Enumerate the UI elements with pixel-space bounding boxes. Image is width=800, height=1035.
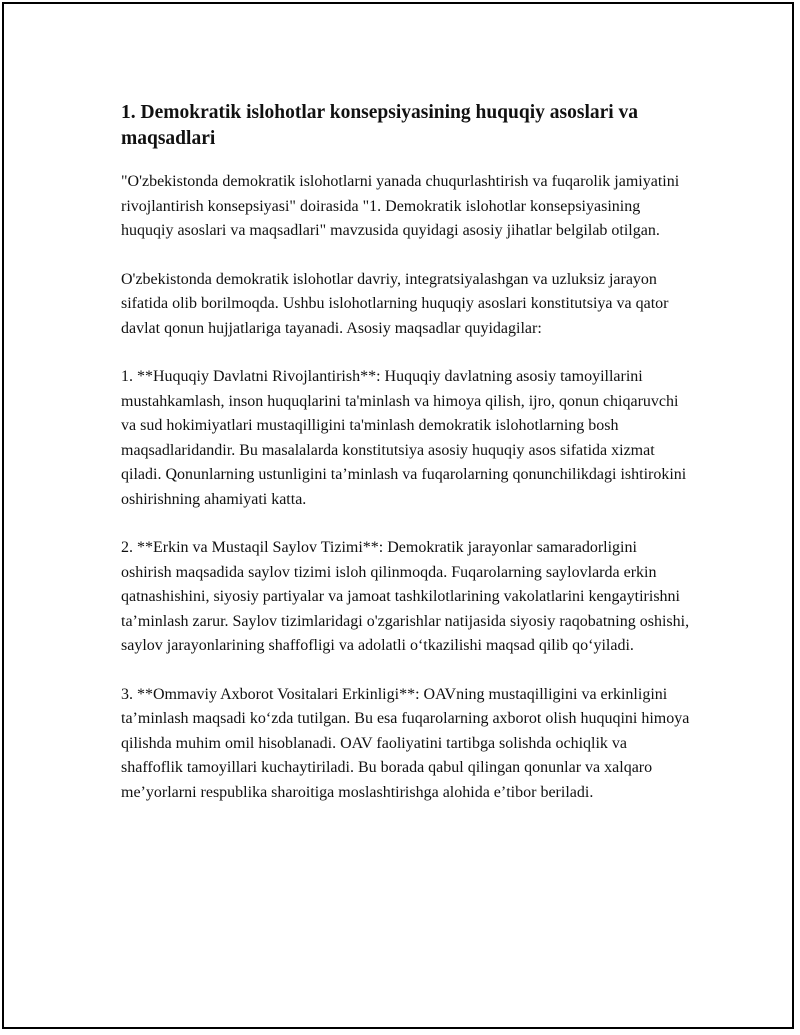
list-item-media-freedom: 3. **Ommaviy Axborot Vositalari Erkinligi**: OAVning mustaqilligini va erkinligini taʼminlash maqsadi koʻzda tutilgan. Bu esa fuqarolarning axborot olish huquqini himoya qilishda muhim omil hisoblanadi. OAV faoliyatini tartibga solishda ochiqlik va shaffoflik tamoyillari kuchaytiriladi. Bu borada qabul qilingan qonunlar va xalqaro meʼyorlarni respublika sharoitiga moslashtirishga alohida eʼtibor beriladi. [121, 685, 690, 801]
intro-paragraph: "O'zbekistonda demokratik islohotlarni yanada chuqurlashtirish va fuqarolik jamiyatini rivojlantirish konsepsiyasi" doirasida "1. Demokratik islohotlar konsepsiyasining huquqiy asoslari va maqsadlari" mavzusida quyidagi asosiy jihatlar belgilab otilgan. [121, 173, 680, 239]
overview-paragraph: O'zbekistonda demokratik islohotlar davriy, integratsiyalashgan va uzluksiz jarayon sifatida olib borilmoqda. Ushbu islohotlarning huquqiy asoslari konstitutsiya va qator davlat qonun hujjatlariga tayanadi. Asosiy maqsadlar quyidagilar: [121, 270, 669, 337]
page-frame [2, 2, 794, 1029]
document-body [121, 100, 691, 829]
document-title: 1. Demokratik islohotlar konsepsiyasining huquqiy asoslari va maqsadlari [121, 102, 639, 149]
list-item-election-system: 2. **Erkin va Mustaqil Saylov Tizimi**: Demokratik jarayonlar samaradorligini oshirish maqsadida saylov tizimi isloh qilinmoqda. Fuqarolarning saylovlarda erkin qatnashishini, siyosiy partiyalar va jamoat tashkilotlarining vakolatlarini kengaytirishni taʼminlash zarur. Saylov tizimlaridagi o'zgarishlar natijasida siyosiy raqobatning oshishi, saylov jarayonlarining shaffofligi va adolatli oʻtkazilishi maqsad qilib qoʻyiladi. [121, 539, 690, 654]
list-item-rule-of-law: 1. **Huquqiy Davlatni Rivojlantirish**: Huquqiy davlatning asosiy tamoyillarini mustahkamlash, inson huquqlarini ta'minlash va himoya qilish, ijro, qonun chiqaruvchi va sud hokimiyatlari mustaqilligini ta'minlash demokratik islohotlarning bosh maqsadlaridandir. Bu masalalarda konstitutsiya asosiy huquqiy asos sifatida xizmat qiladi. Qonunlarning ustunligini taʼminlash va fuqarolarning qonunchilikdagi ishtirokini oshirishning ahamiyati katta. [121, 368, 687, 508]
